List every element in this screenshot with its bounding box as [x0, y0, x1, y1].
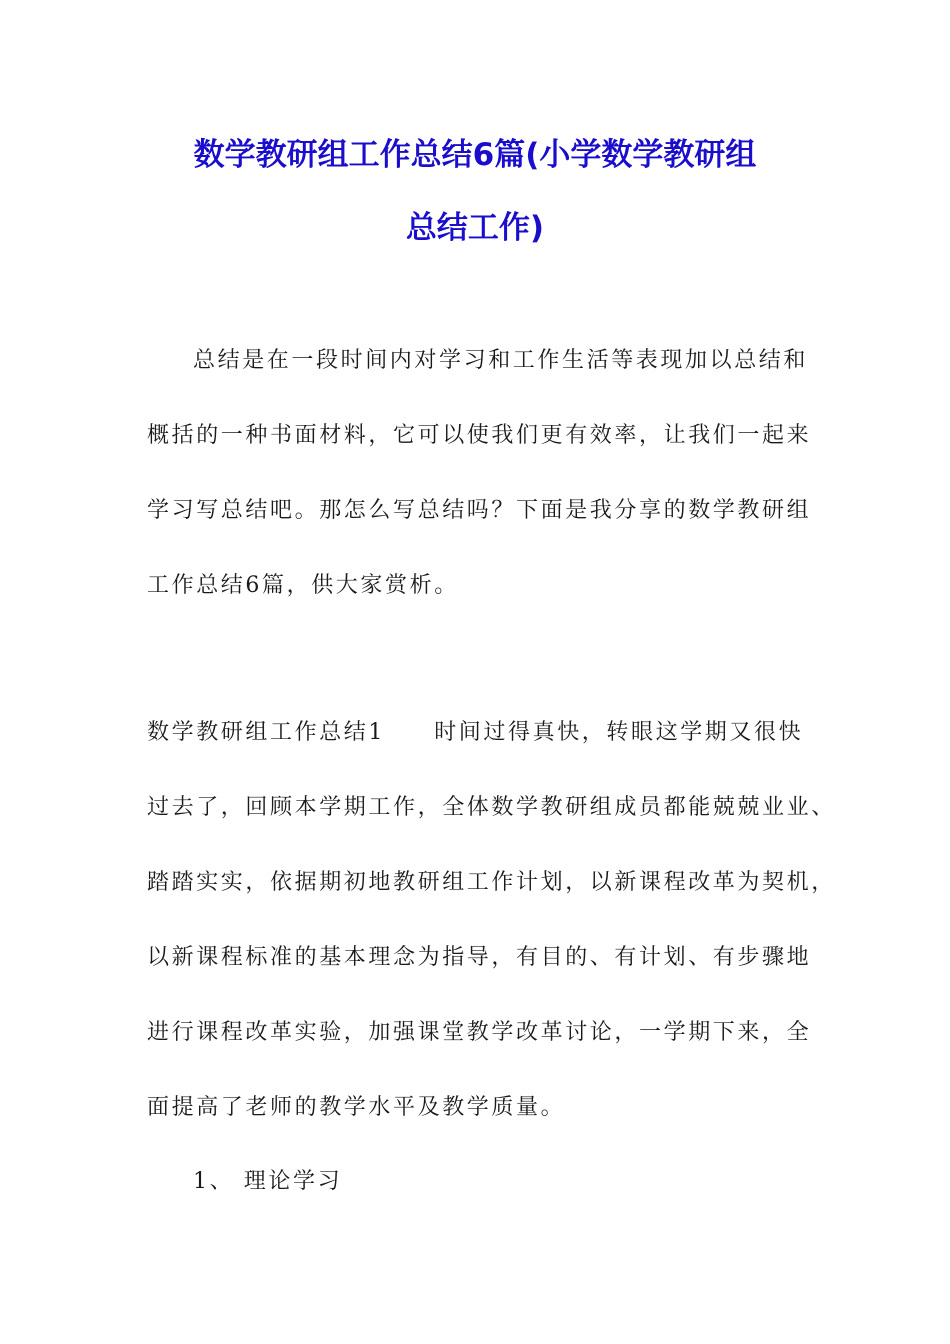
section-line: 踏踏实实，依据期初地教研组工作计划，以新课程改革为契机， — [147, 870, 836, 895]
document-title-line-2: 总结工作) — [405, 210, 545, 246]
document-title-line-1: 数学教研组工作总结6篇(小学数学教研组 — [193, 137, 757, 173]
section-line: 过去了，回顾本学期工作，全体数学教研组成员都能兢兢业业、 — [147, 795, 836, 820]
intro-line: 概括的一种书面材料，它可以使我们更有效率，让我们一起来 — [147, 423, 812, 448]
intro-line: 工作总结6篇，供大家赏析。 — [147, 573, 459, 598]
intro-line: 学习写总结吧。那怎么写总结吗？下面是我分享的数学教研组 — [147, 498, 812, 523]
list-item-heading: 1、 理论学习 — [193, 1169, 343, 1194]
section-line: 数学教研组工作总结1 时间过得真快，转眼这学期又很快 — [147, 720, 804, 745]
intro-line: 总结是在一段时间内对学习和工作生活等表现加以总结和 — [193, 348, 809, 373]
section-line: 以新课程标准的基本理念为指导，有目的、有计划、有步骤地 — [147, 945, 812, 970]
section-line: 面提高了老师的教学水平及教学质量。 — [147, 1095, 566, 1120]
section-line: 进行课程改革实验，加强课堂教学改革讨论，一学期下来，全 — [147, 1020, 812, 1045]
